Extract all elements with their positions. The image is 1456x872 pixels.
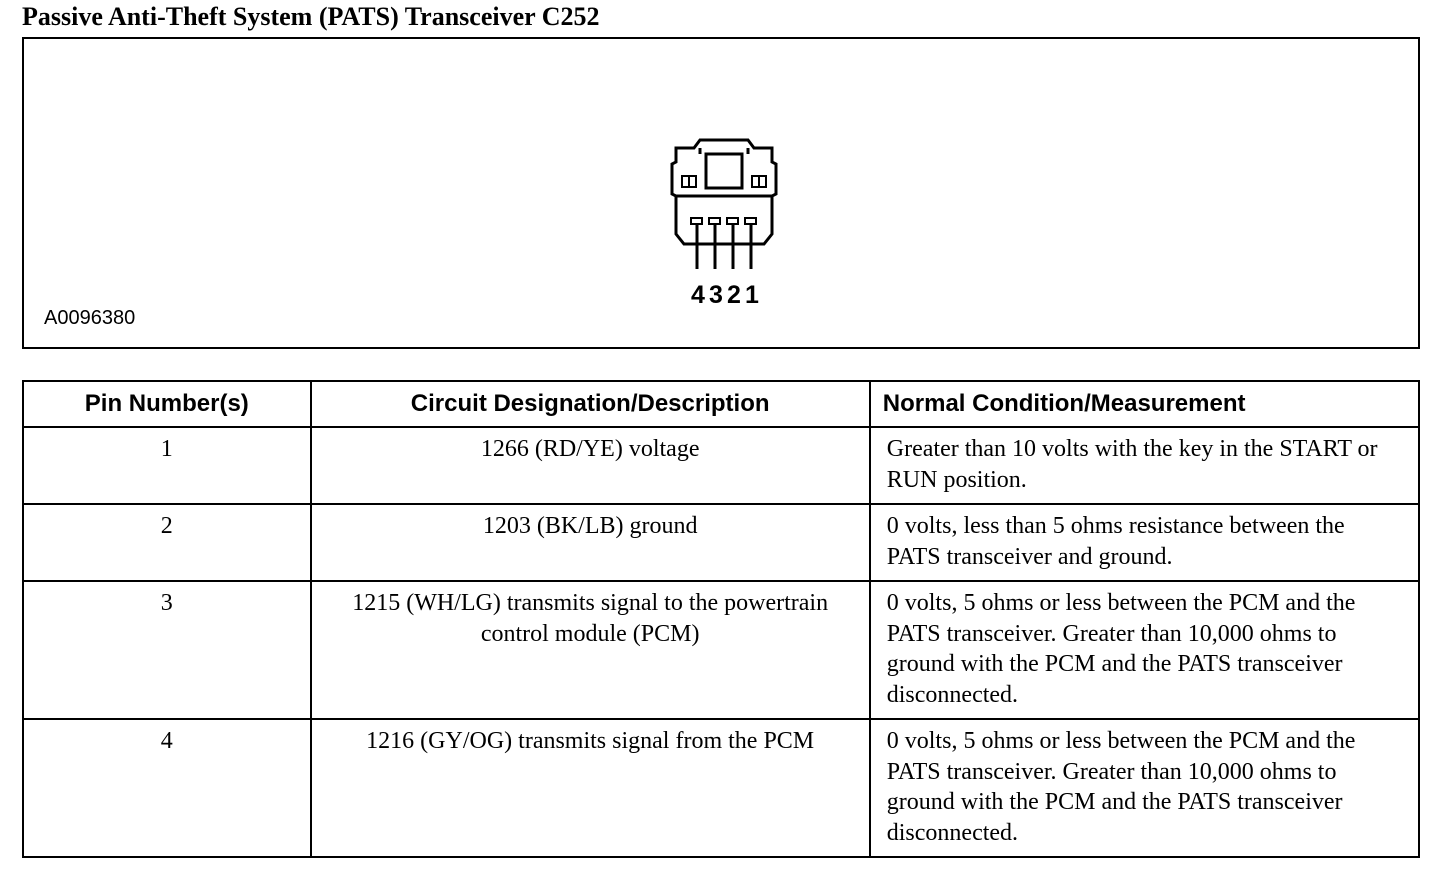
pin-cell: 3 xyxy=(23,581,311,719)
header-condition: Normal Condition/Measurement xyxy=(870,381,1419,427)
table-row xyxy=(23,719,1419,857)
header-circuit: Circuit Designation/Description xyxy=(311,381,870,427)
condition-cell: 0 volts, 5 ohms or less between the PCM and the PATS transceiver. Greater than 10,000 ohms to ground with the PCM and the PATS transceiver disconnected. xyxy=(870,719,1419,857)
connector-figure xyxy=(22,37,1420,349)
table-header-row xyxy=(23,381,1419,427)
figure-id: A0096380 xyxy=(44,307,136,329)
pin-label-3: 3 xyxy=(709,281,723,309)
condition-cell: 0 volts, 5 ohms or less between the PCM and the PATS transceiver. Greater than 10,000 ohms to ground with the PCM and the PATS transceiver disconnected. xyxy=(870,581,1419,719)
header-pin-number: Pin Number(s) xyxy=(23,381,311,427)
condition-cell: Greater than 10 volts with the key in the START or RUN position. xyxy=(870,427,1419,504)
table-row xyxy=(23,504,1419,581)
circuit-cell: 1215 (WH/LG) transmits signal to the powertrain control module (PCM) xyxy=(311,581,870,719)
circuit-cell: 1266 (RD/YE) voltage xyxy=(311,427,870,504)
pin-label-1: 1 xyxy=(745,281,759,309)
pin-label-2: 2 xyxy=(727,281,741,309)
circuit-cell: 1203 (BK/LB) ground xyxy=(311,504,870,581)
circuit-cell: 1216 (GY/OG) transmits signal from the PCM xyxy=(311,719,870,857)
table-row xyxy=(23,581,1419,719)
pin-cell: 4 xyxy=(23,719,311,857)
condition-cell: 0 volts, less than 5 ohms resistance between the PATS transceiver and ground. xyxy=(870,504,1419,581)
pin-cell: 2 xyxy=(23,504,311,581)
table-row xyxy=(23,427,1419,504)
pin-cell: 1 xyxy=(23,427,311,504)
page-title: Passive Anti-Theft System (PATS) Transceiver C252 xyxy=(22,2,600,31)
pin-table xyxy=(22,380,1420,858)
pin-label-4: 4 xyxy=(691,281,705,309)
